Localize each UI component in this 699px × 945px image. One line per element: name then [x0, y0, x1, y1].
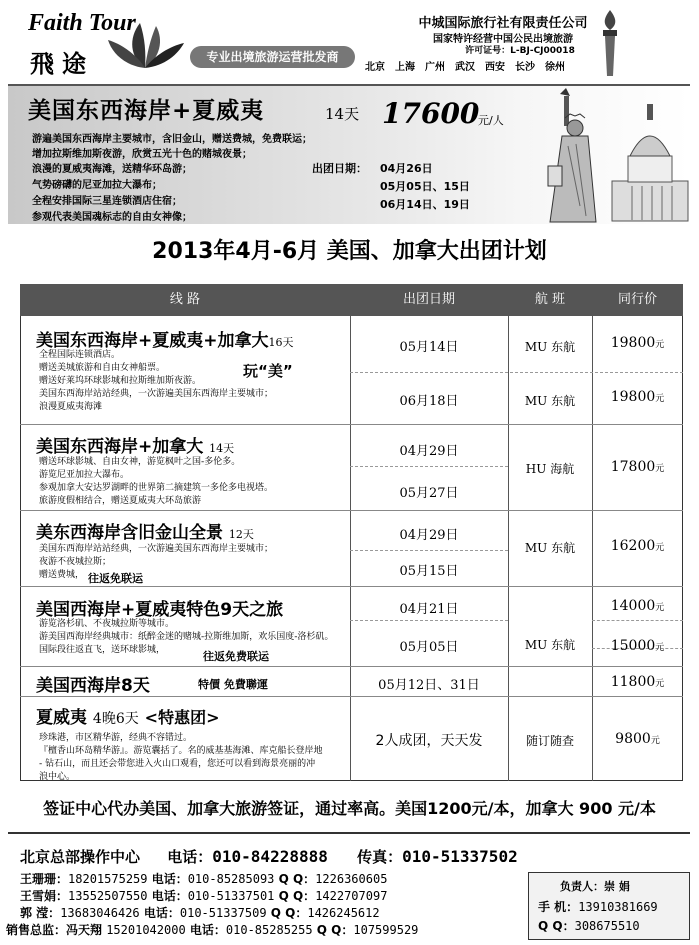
branch-cities — [365, 58, 575, 73]
city: 上海 — [395, 62, 415, 73]
row-divider — [20, 424, 683, 425]
desc-line: 游览尼亚加拉大瀑布。 — [39, 470, 130, 480]
desc-line: 参观加拿大安达罗湖畔的世界第二摘建筑一多伦多电视塔。 — [39, 483, 274, 493]
departure-date: 05月27日 — [399, 486, 459, 501]
company-name: 中城国际旅行社有限责任公司 — [418, 16, 588, 31]
banner-days: 14天 — [325, 105, 360, 123]
fax-number: 010-51337502 — [402, 847, 518, 866]
operation-center: 北京总部操作中心 — [20, 848, 141, 866]
staff-qq-label: Q Q： — [316, 923, 354, 937]
manager-name: 负责人：崇 娟 — [560, 880, 630, 893]
desc-line: 『檀香山环岛精华游』。游览囊括了。名的威基基海滩、库克船长登岸地 — [39, 746, 323, 756]
banner-date: 06月14日、19日 — [380, 198, 470, 211]
fax-label: 传真： — [357, 848, 403, 866]
row-divider — [20, 510, 683, 511]
route-tag: 往返免联运 — [88, 572, 143, 585]
route-name: 美国东西海岸+加拿大 — [36, 437, 204, 457]
banner-price-unit: 元/人 — [478, 114, 504, 127]
desc-line: 珍珠港，市区精华游，经典不容错过。 — [39, 733, 193, 743]
column-divider — [350, 316, 351, 781]
price-value: 9800 — [615, 731, 651, 747]
route-title — [36, 432, 234, 457]
price-unit: 元 — [655, 464, 665, 474]
staff-tel-label: 电话： — [189, 923, 226, 937]
city: 西安 — [485, 62, 505, 73]
route-title — [36, 326, 294, 351]
column-header-flight: 航 班 — [534, 292, 566, 307]
staff-qq: 107599529 — [353, 923, 419, 937]
city: 北京 — [365, 62, 385, 73]
price-unit: 元 — [650, 736, 660, 746]
torch-icon — [590, 8, 630, 80]
route-days: 16天 — [268, 336, 294, 349]
price — [592, 638, 683, 654]
price-value: 11800 — [610, 674, 656, 690]
row-divider — [20, 586, 683, 587]
route-title — [36, 703, 220, 728]
manager-qq-value: 308675510 — [574, 919, 640, 933]
license-number: 许可证号：L-BJ-CJ00018 — [465, 46, 575, 56]
staff-name: 王珊珊： — [20, 872, 69, 886]
row-subdivider — [350, 372, 683, 373]
desc-line: 游览洛杉矶、不夜城拉斯等城市。 — [39, 619, 175, 629]
staff-row — [20, 887, 387, 904]
lotus-logo-icon — [100, 18, 190, 73]
staff-row — [6, 921, 418, 938]
route-desc — [39, 349, 273, 414]
departure-date: 05月15日 — [399, 564, 459, 579]
route-name: 美国东西海岸+夏威夷+加拿大 — [36, 331, 269, 351]
price-value: 17800 — [610, 459, 656, 475]
banner-line: 增加拉斯维加斯夜游，欣赏五光十色的赌城夜景； — [32, 149, 252, 160]
desc-line: 赠送费城， — [39, 570, 85, 580]
route-special: <特惠团> — [144, 708, 220, 727]
desc-line: 浪漫夏威夷海滩 — [39, 402, 103, 412]
desc-line: 浪中心。 — [39, 772, 76, 782]
row-divider — [20, 696, 683, 697]
departure-date: 04月21日 — [399, 602, 459, 617]
staff-qq-label: Q Q： — [278, 889, 316, 903]
price — [592, 674, 683, 690]
staff-row — [20, 904, 380, 921]
departure-date: 06月18日 — [399, 394, 459, 409]
staff-tel: 010-51337501 — [187, 889, 275, 903]
slogan-badge: 专业出境旅游运营批发商 — [190, 46, 355, 68]
row-subdivider — [592, 620, 683, 621]
price-unit: 元 — [655, 679, 665, 689]
column-header-route: 线 路 — [169, 292, 201, 307]
city: 徐州 — [545, 62, 565, 73]
desc-line: 游美国西海岸经典城市：纸醉金迷的赌城-拉斯维加斯，欢乐国度-洛杉矶。 — [39, 632, 334, 642]
price — [592, 389, 683, 405]
staff-qq-label: Q Q： — [270, 906, 308, 920]
tel-label: 电话： — [167, 848, 213, 866]
city: 广州 — [425, 62, 445, 73]
route-title — [36, 518, 254, 543]
flight: MU 东航 — [524, 394, 576, 408]
desc-line: 国际段往返直飞，送环球影城， — [39, 645, 166, 655]
banner-date-label: 出团日期： — [312, 162, 367, 175]
manager-mobile — [538, 898, 658, 915]
route-desc — [39, 543, 273, 582]
route-days: 14天 — [209, 442, 235, 455]
city: 长沙 — [515, 62, 535, 73]
route-title: 美国西海岸+夏威夷特色9天之旅 — [36, 600, 284, 620]
price-value: 19800 — [610, 389, 656, 405]
staff-qq-label: Q Q： — [278, 872, 316, 886]
banner-title: 美国东西海岸+夏威夷 — [28, 98, 265, 124]
banner-line: 游遍美国东西海岸主要城市，含旧金山，赠送费城，免费联运； — [32, 134, 312, 145]
staff-mobile: 13683046426 — [60, 906, 140, 920]
banner-date: 05月05日、15日 — [380, 180, 470, 193]
price-value: 15000 — [610, 638, 656, 654]
route-desc — [39, 732, 323, 784]
staff-tel-label: 电话： — [151, 872, 188, 886]
banner-date: 04月26日 — [380, 162, 433, 175]
plan-title: 2013年4月-6月 美国、加拿大出团计划 — [152, 239, 547, 264]
staff-mobile: 18201575259 — [68, 872, 148, 886]
logo-text-cn: 飛途 — [30, 49, 94, 78]
departure-date: 04月29日 — [399, 528, 459, 543]
banner-line: 气势磅礴的尼亚加拉大瀑布； — [32, 180, 162, 191]
staff-name: 郭 滢： — [20, 906, 61, 920]
desc-line: 赠送环球影城、自由女神，游览枫叶之国-多伦多。 — [39, 457, 241, 467]
desc-line: 美国东西海岸站站经典，一次游遍美国东西海岸主要城市； — [39, 389, 274, 399]
desc-line: 全程国际连锁酒店。 — [39, 350, 121, 360]
manager-mobile-value: 13910381669 — [578, 900, 658, 914]
manager-mobile-label: 手 机： — [538, 900, 579, 914]
staff-tel-label: 电话： — [151, 889, 188, 903]
route-tag: 特價 免費聯運 — [198, 678, 268, 691]
route-name: 美东西海岸含旧金山全景 — [36, 523, 223, 543]
manager-qq-label: Q Q： — [538, 919, 575, 933]
staff-tel: 010-85285093 — [187, 872, 275, 886]
departure-date: 05月12日、31日 — [378, 678, 480, 693]
price-value: 16200 — [610, 538, 656, 554]
price-unit: 元 — [655, 394, 665, 404]
route-days: 4晚6天 — [92, 711, 139, 727]
desc-line: 夜游不夜城拉斯； — [39, 557, 112, 567]
price-unit: 元 — [655, 340, 665, 350]
staff-mobile: 15201042000 — [106, 923, 186, 937]
desc-line: - 钻石山，而且还会带您进入火山口观看，您还可以看到海景亮丽的冲 — [39, 759, 316, 769]
visa-notice: 签证中心代办美国、加拿大旅游签证，通过率高。美国1200元/本，加拿大 900 元/本 — [43, 799, 656, 818]
staff-name: 销售总监：冯天翔 — [6, 923, 103, 937]
desc-line: 美国东西海岸站站经典，一次游遍美国东西海岸主要城市； — [39, 544, 274, 554]
column-header-price: 同行价 — [617, 292, 657, 307]
departure-date: 2人成团，天天发 — [375, 733, 483, 749]
manager-qq — [538, 917, 640, 934]
flight: MU 东航 — [524, 541, 576, 555]
staff-mobile: 13552507550 — [68, 889, 148, 903]
price-unit: 元 — [655, 643, 665, 653]
staff-tel: 010-85285255 — [225, 923, 313, 937]
row-subdivider — [350, 466, 508, 467]
banner-line: 浪漫的夏威夷海滩，送精华环岛游； — [32, 164, 192, 175]
price — [592, 598, 683, 614]
price-unit: 元 — [655, 543, 665, 553]
city: 武汉 — [455, 62, 475, 73]
route-name: 夏威夷 — [36, 708, 87, 728]
flight: 随订随查 — [525, 734, 574, 748]
footer-headline — [20, 846, 690, 867]
row-subdivider — [350, 550, 508, 551]
departure-date: 04月29日 — [399, 444, 459, 459]
route-title: 美国西海岸8天 — [36, 676, 150, 696]
price — [592, 335, 683, 351]
route-desc — [39, 456, 273, 508]
footer-divider — [8, 832, 690, 834]
route-tag: 往返免费联运 — [203, 650, 269, 663]
price-value: 19800 — [610, 335, 656, 351]
route-desc — [39, 618, 334, 657]
price — [592, 731, 683, 747]
departure-date: 05月14日 — [399, 340, 459, 355]
staff-qq: 1422707097 — [315, 889, 388, 903]
staff-name: 王雪娟： — [20, 889, 69, 903]
flight: MU 东航 — [524, 638, 576, 652]
staff-qq: 1226360605 — [315, 872, 388, 886]
column-header-date: 出团日期 — [402, 292, 455, 307]
flight: MU 东航 — [524, 340, 576, 354]
staff-tel-label: 电话： — [143, 906, 180, 920]
banner-price: 17600 — [382, 97, 480, 130]
statue-of-liberty-capitol-illustration — [520, 86, 690, 224]
banner-line: 参观代表美国魂标志的自由女神像； — [32, 212, 192, 223]
table-header — [20, 284, 683, 316]
desc-line: 赠送好莱坞环球影城和拉斯维加斯夜游。 — [39, 376, 202, 386]
price — [592, 538, 683, 554]
row-subdivider — [350, 620, 508, 621]
company-subtitle: 国家特许经营中国公民出境旅游 — [433, 34, 573, 45]
logo-text-en: Faith Tour — [28, 10, 136, 36]
staff-qq: 1426245612 — [307, 906, 380, 920]
desc-line: 赠送美城旅游和自由女神船票。 — [39, 363, 166, 373]
row-divider — [20, 666, 683, 667]
price-unit: 元 — [655, 603, 665, 613]
price — [592, 459, 683, 475]
desc-line: 旅游度假相结合，赠送夏威夷大环岛旅游 — [39, 496, 202, 506]
price-value: 14000 — [610, 598, 656, 614]
staff-tel: 010-51337509 — [179, 906, 267, 920]
main-phone: 010-84228888 — [212, 847, 328, 866]
route-days: 12天 — [228, 528, 254, 541]
banner-line: 全程安排国际三星连锁酒店住宿； — [32, 196, 182, 207]
departure-date: 05月05日 — [399, 640, 459, 655]
staff-row — [20, 870, 387, 887]
route-tag: 玩“美” — [243, 362, 293, 380]
flight: HU 海航 — [525, 462, 575, 476]
